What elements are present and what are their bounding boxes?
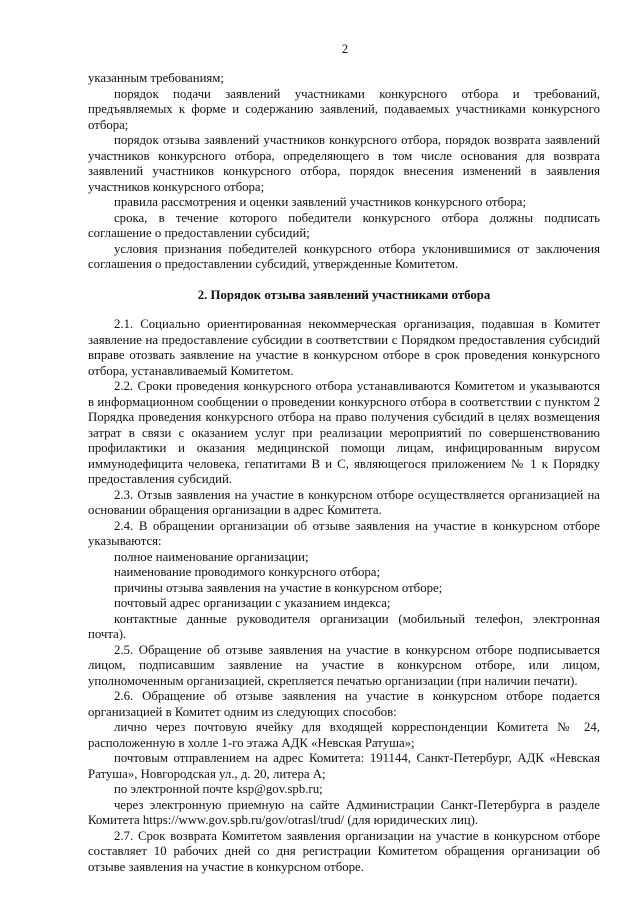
- section-2-heading: 2. Порядок отзыва заявлений участниками отбора: [197, 287, 491, 302]
- list-item: наименование проводимого конкурсного отбора;: [114, 565, 381, 579]
- section-1-continuation: [88, 71, 600, 273]
- list-item: через электронную приемную на сайте Администрации Санкт-Петербурга в разделе Комитета https://www.gov.spb.ru/gov/otrasl/trud/ (для юридических лиц).: [88, 797, 600, 827]
- paragraph-2-5: 2.5. Обращение об отзыве заявления на участие в конкурсном отборе подписывается лицом, подписавшим заявление на участие в конкурсном отборе, или лицом, уполномоченным организацией, скрепляется печатью организации (при наличии печати).: [88, 642, 600, 688]
- paragraph: срока, в течение которого победители конкурсного отбора должны подписать соглашение о предоставлении субсидий;: [88, 210, 600, 240]
- list-item: лично через почтовую ячейку для входящей корреспонденции Комитета № 24, расположенную в холле 1-го этажа АДК «Невская Ратуша»;: [88, 720, 600, 750]
- paragraph: порядок подачи заявлений участниками конкурсного отбора и требований, предъявляемых к форме и содержанию заявлений, подаваемых участниками конкурсного отбора;: [88, 86, 600, 132]
- paragraph: условия признания победителей конкурсного отбора уклонившимися от заключения соглашения о предоставлении субсидий, утвержденные Комитетом.: [88, 241, 600, 271]
- list-item: почтовым отправлением на адрес Комитета: 191144, Санкт-Петербург, АДК «Невская Ратуша», Новгородская ул., д. 20, литера А;: [88, 751, 600, 781]
- list-item: полное наименование организации;: [114, 549, 309, 564]
- page-number: 2: [341, 42, 349, 56]
- paragraph: правила рассмотрения и оценки заявлений участников конкурсного отбора;: [114, 195, 527, 209]
- list-item: причины отзыва заявления на участие в конкурсном отборе;: [114, 580, 443, 595]
- list-item: контактные данные руководителя организации (мобильный телефон, электронная почта).: [88, 611, 600, 641]
- paragraph: указанным требованиям;: [88, 71, 224, 85]
- section-2-body: [88, 317, 600, 875]
- paragraph: порядок отзыва заявлений участников конкурсного отбора, порядок возврата заявлений участников конкурсного отбора, определяющего в том числе основания для возврата заявлений участников конкурсного отбора, порядок внесения изменений в заявления участников конкурсного отбора;: [88, 133, 600, 194]
- paragraph-2-6: 2.6. Обращение об отзыве заявления на участие в конкурсном отборе подается организацией в Комитет одним из следующих способов:: [88, 689, 600, 719]
- paragraph-2-7: 2.7. Срок возврата Комитетом заявления организации на участие в конкурсном отборе составляет 10 рабочих дней со дня регистрации Комитетом обращения организации об отзыве заявления на участие в конкурсном отборе.: [88, 828, 600, 874]
- list-item: почтовый адрес организации с указанием индекса;: [114, 596, 391, 610]
- list-item: по электронной почте ksp@gov.spb.ru;: [114, 782, 323, 796]
- paragraph-2-1: 2.1. Социально ориентированная некоммерческая организация, подавшая в Комитет заявление на предоставление субсидии в соответствии с Порядком предоставления субсидий вправе отозвать заявление на участие в конкурсном отборе в срок проведения конкурсного отбора, устанавливаемый Комитетом.: [88, 317, 600, 378]
- paragraph-2-3: 2.3. Отзыв заявления на участие в конкурсном отборе осуществляется организацией на основании обращения организации в адрес Комитета.: [88, 487, 600, 517]
- paragraph-2-2: 2.2. Сроки проведения конкурсного отбора устанавливаются Комитетом и указываются в информационном сообщении о проведении конкурсного отбора в соответствии с пунктом 2 Порядка проведения конкурсного отбора на право получения субсидий в целях возмещения затрат в связи с оказанием услуг при реализации мероприятий по совершенствованию профилактики и оказания медицинской помощи лицам, инфицированным вирусом иммунодефицита человека, гепатитами В и С, являющегося приложением № 1 к Порядку предоставления субсидий.: [88, 379, 600, 486]
- paragraph-2-4: 2.4. В обращении организации об отзыве заявления на участие в конкурсном отборе указываются:: [88, 518, 600, 548]
